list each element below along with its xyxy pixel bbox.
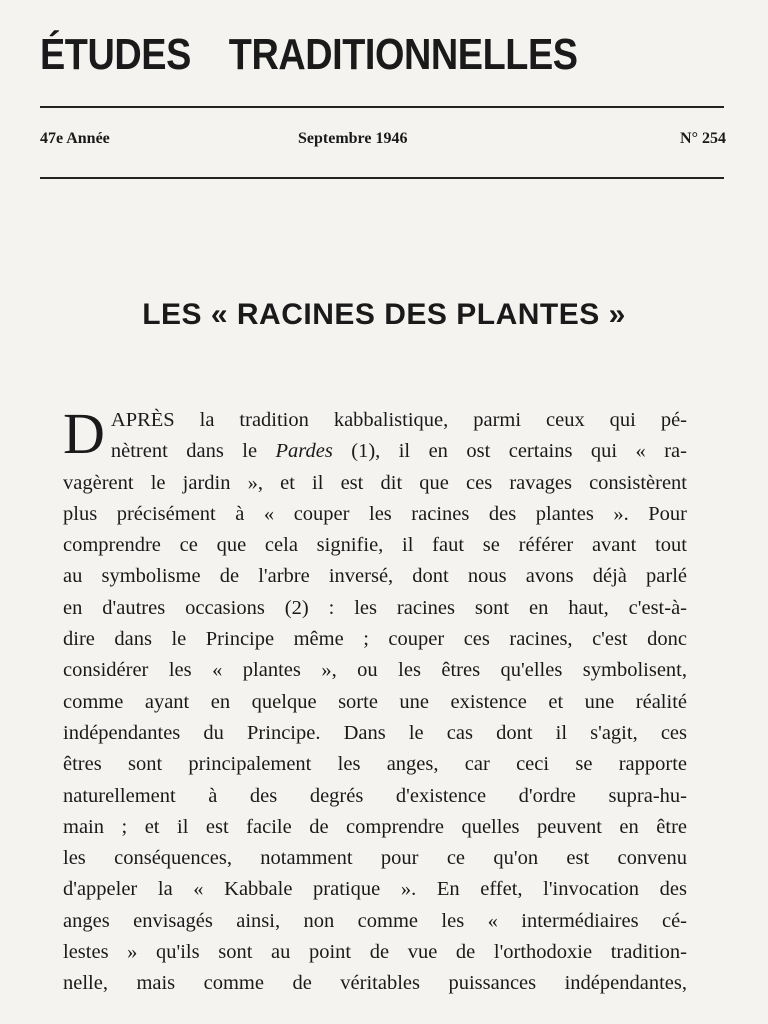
drop-cap: D [63, 401, 105, 466]
body-line: êtres sont principalement les anges, car ceci se rapporte [63, 753, 687, 776]
body-line: APRÈS la tradition kabbalistique, parmi ceux qui pé- [110, 409, 687, 431]
body-line: d'appeler la « Kabbale pratique ». En effet, l'invocation des [63, 878, 687, 901]
first-word: APRÈS [110, 409, 175, 431]
body-line: considérer les « plantes », ou les êtres qu'elles symbolisent, [63, 659, 687, 682]
issue-year: 47e Année [40, 130, 110, 147]
body-line: anges envisagés ainsi, non comme les « intermédiaires cé- [63, 909, 687, 932]
body-line: au symbolisme de l'arbre inversé, dont nous avons déjà parlé [63, 565, 687, 588]
body-line: vagèrent le jardin », et il est dit que ces ravages consistèrent [63, 471, 687, 494]
body-line: nelle, mais comme de véritables puissances indépendantes, [63, 972, 687, 995]
article-title: LES « RACINES DES PLANTES » [142, 298, 626, 331]
article-body [63, 401, 687, 1000]
body-line: comprendre ce que cela signifie, il faut se référer avant tout [63, 534, 687, 557]
body-line: en d'autres occasions (2) : les racines sont en haut, c'est-à- [63, 596, 687, 619]
issue-number: N° 254 [680, 130, 726, 147]
journal-title-part2: TRADITIONNELLES [228, 30, 578, 79]
pardes-term: Pardes [275, 440, 333, 463]
body-line: plus précisément à « couper les racines des plantes ». Pour [63, 502, 687, 525]
body-line: main ; et il est facile de comprendre quelles peuvent en être [63, 815, 687, 838]
journal-title-part1: ÉTUDES [40, 30, 191, 79]
body-line: dire dans le Principe même ; couper ces racines, c'est donc [63, 628, 687, 651]
header-rule-top [40, 106, 724, 108]
body-line: comme ayant en quelque sorte une existence et une réalité [63, 690, 687, 713]
journal-title [40, 30, 633, 80]
body-line: les conséquences, notamment pour ce qu'on est convenu [63, 847, 687, 870]
issue-date: Septembre 1946 [298, 130, 408, 147]
body-line: indépendantes du Principe. Dans le cas dont il s'agit, ces [63, 721, 687, 744]
body-line: nètrent dans le Pardes (1), il en ost certains qui « ra- [110, 440, 687, 463]
body-line: naturellement à des degrés d'existence d'ordre supra-hu- [63, 784, 687, 807]
header-rule-bottom [40, 177, 724, 179]
body-line: lestes » qu'ils sont au point de vue de l'orthodoxie tradition- [63, 941, 687, 964]
